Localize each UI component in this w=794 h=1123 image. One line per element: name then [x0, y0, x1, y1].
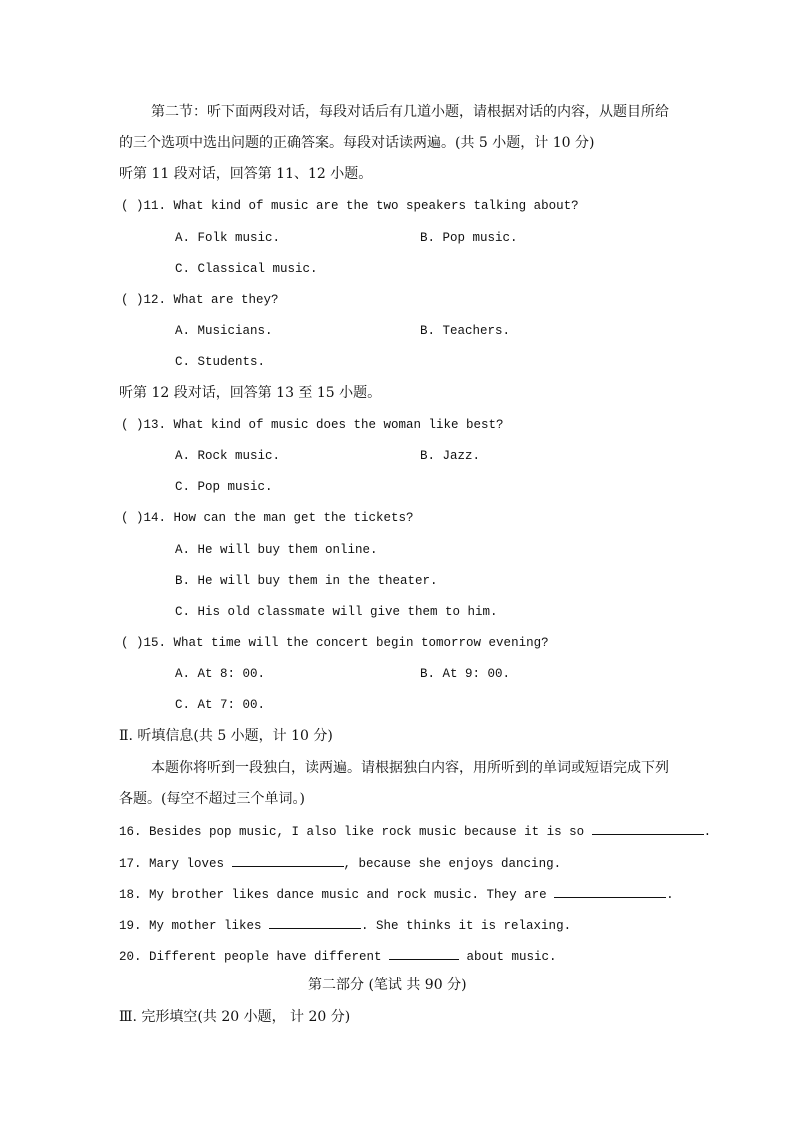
fill-item-16-blank[interactable]: [592, 822, 704, 835]
part3-header: Ⅲ. 完形填空(共 20 小题， 计 20 分): [119, 1009, 351, 1025]
fill-item-20-after: about music.: [459, 950, 557, 964]
question-15-option-b: B. At 9: 00.: [420, 667, 511, 681]
fill-item-18-before: 18. My brother likes dance music and rock music. They are: [119, 888, 555, 902]
question-11-stem: ( )11. What kind of music are the two speakers talking about?: [121, 199, 579, 213]
question-11-option-a: A. Folk music.: [175, 231, 281, 245]
question-13-option-c: C. Pop music.: [175, 480, 273, 494]
question-14-stem: ( )14. How can the man get the tickets?: [121, 511, 414, 525]
question-15-stem: ( )15. What time will the concert begin tomorrow evening?: [121, 636, 549, 650]
fill-item-17-after: , because she enjoys dancing.: [343, 857, 562, 871]
fill-item-17-blank[interactable]: [232, 854, 344, 867]
part2-intro-line2: 各题。(每空不超过三个单词。): [119, 791, 305, 807]
question-12-option-c: C. Students.: [175, 355, 266, 369]
question-14-option-b: B. He will buy them in the theater.: [175, 574, 438, 588]
question-13-option-b: B. Jazz.: [420, 449, 481, 463]
question-13-option-a: A. Rock music.: [175, 449, 281, 463]
fill-item-20: [119, 947, 557, 965]
fill-item-18: [119, 885, 674, 903]
part2-intro-line1: 本题你将听到一段独白，读两遍。请根据独白内容，用所听到的单词或短语完成下列: [151, 760, 669, 776]
fill-item-20-before: 20. Different people have different: [119, 950, 390, 964]
fill-item-19: [119, 916, 571, 934]
dialog12-header: 听第 12 段对话，回答第 13 至 15 小题。: [119, 385, 382, 401]
fill-item-18-blank[interactable]: [554, 885, 666, 898]
part-two-title: 第二部分 (笔试 共 90 分): [308, 977, 467, 993]
question-15-option-a: A. At 8: 00.: [175, 667, 266, 681]
part2-header: Ⅱ. 听填信息(共 5 小题，计 10 分): [119, 728, 333, 744]
question-11-option-b: B. Pop music.: [420, 231, 518, 245]
question-12-option-a: A. Musicians.: [175, 324, 273, 338]
question-12-stem: ( )12. What are they?: [121, 293, 279, 307]
fill-item-16-before: 16. Besides pop music, I also like rock music because it is so: [119, 825, 592, 839]
question-11-option-c: C. Classical music.: [175, 262, 318, 276]
fill-item-17: [119, 854, 561, 872]
fill-item-17-before: 17. Mary loves: [119, 857, 232, 871]
fill-item-18-after: .: [666, 888, 674, 902]
section2-intro-line1: 第二节：听下面两段对话，每段对话后有几道小题，请根据对话的内容，从题目所给: [151, 104, 669, 120]
fill-item-19-after: . She thinks it is relaxing.: [361, 919, 572, 933]
fill-item-16-after: .: [703, 825, 712, 839]
question-12-option-b: B. Teachers.: [420, 324, 511, 338]
question-13-stem: ( )13. What kind of music does the woman like best?: [121, 418, 504, 432]
fill-item-20-blank[interactable]: [389, 947, 459, 960]
fill-item-19-before: 19. My mother likes: [119, 919, 270, 933]
dialog11-header: 听第 11 段对话，回答第 11、12 小题。: [119, 166, 373, 182]
section2-intro-line2: 的三个选项中选出问题的正确答案。每段对话读两遍。(共 5 小题，计 10 分): [119, 135, 595, 151]
fill-item-19-blank[interactable]: [269, 916, 361, 929]
question-14-option-c: C. His old classmate will give them to him.: [175, 605, 498, 619]
question-15-option-c: C. At 7: 00.: [175, 698, 266, 712]
question-14-option-a: A. He will buy them online.: [175, 543, 378, 557]
fill-item-16: [119, 822, 711, 840]
